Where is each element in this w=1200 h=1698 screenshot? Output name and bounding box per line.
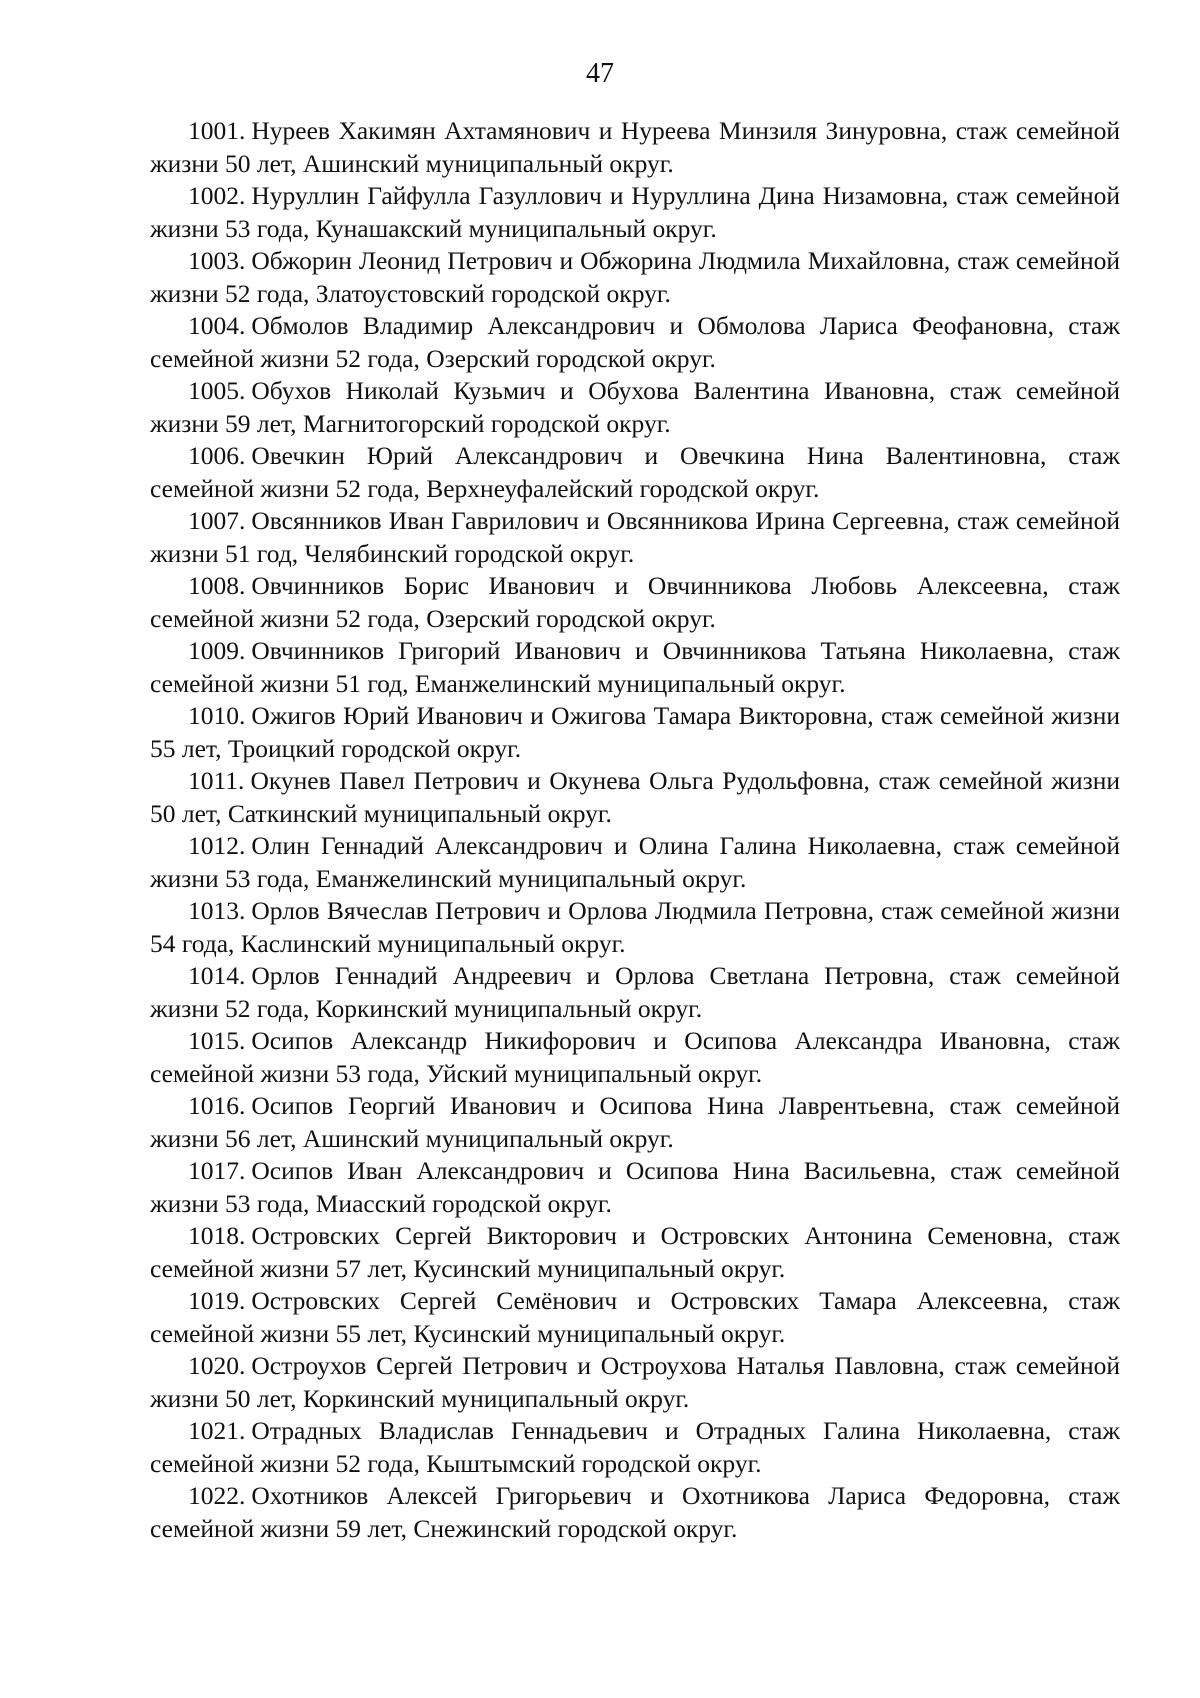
list-item	[150, 505, 1120, 570]
entry-text: Овечкин Юрий Александрович и Овечкина Нина Валентиновна, стаж семейной жизни 52 года, Верхнеуфалейский городской округ.	[150, 441, 1120, 503]
entry-number: 1005.	[188, 376, 246, 405]
list-item	[150, 765, 1120, 830]
list-item	[150, 1220, 1120, 1285]
entry-text: Осипов Александр Никифорович и Осипова Александра Ивановна, стаж семейной жизни 53 года, Уйский муниципальный округ.	[150, 1026, 1120, 1088]
entry-number: 1002.	[188, 181, 246, 210]
entry-number: 1022.	[188, 1481, 246, 1510]
entry-number: 1017.	[188, 1156, 246, 1185]
entry-text: Осипов Иван Александрович и Осипова Нина Васильевна, стаж семейной жизни 53 года, Миасский городской округ.	[150, 1156, 1120, 1218]
entry-number: 1011.	[188, 766, 245, 795]
entry-number: 1021.	[188, 1416, 246, 1445]
list-item	[150, 375, 1120, 440]
list-item	[150, 115, 1120, 180]
entry-text: Окунев Павел Петрович и Окунева Ольга Рудольфовна, стаж семейной жизни 50 лет, Саткинский муниципальный округ.	[150, 766, 1120, 828]
entry-text: Ожигов Юрий Иванович и Ожигова Тамара Викторовна, стаж семейной жизни 55 лет, Троицкий городской округ.	[150, 701, 1120, 763]
list-item	[150, 1415, 1120, 1480]
page-number: 47	[586, 58, 614, 89]
list-item	[150, 310, 1120, 375]
entry-number: 1004.	[188, 311, 246, 340]
entry-number: 1020.	[188, 1351, 246, 1380]
entry-number: 1018.	[188, 1221, 246, 1250]
entry-number: 1001.	[188, 116, 246, 145]
entry-text: Овчинников Борис Иванович и Овчинникова Любовь Алексеевна, стаж семейной жизни 52 года, Озерский городской округ.	[150, 571, 1120, 633]
entry-text: Обмолов Владимир Александрович и Обмолова Лариса Феофановна, стаж семейной жизни 52 года, Озерский городской округ.	[150, 311, 1120, 373]
list-item	[150, 960, 1120, 1025]
entry-text: Нуреев Хакимян Ахтамянович и Нуреева Минзиля Зинуровна, стаж семейной жизни 50 лет, Ашинский муниципальный округ.	[150, 116, 1120, 178]
entry-text: Осипов Георгий Иванович и Осипова Нина Лаврентьевна, стаж семейной жизни 56 лет, Ашинский муниципальный округ.	[150, 1091, 1120, 1153]
list-item	[150, 1090, 1120, 1155]
list-item	[150, 1155, 1120, 1220]
entry-number: 1012.	[188, 831, 246, 860]
entry-number: 1008.	[188, 571, 246, 600]
list-item	[150, 1480, 1120, 1545]
entry-text: Остроухов Сергей Петрович и Остроухова Наталья Павловна, стаж семейной жизни 50 лет, Коркинский муниципальный округ.	[150, 1351, 1120, 1413]
entry-number: 1019.	[188, 1286, 246, 1315]
list-item	[150, 635, 1120, 700]
entry-number: 1009.	[188, 636, 246, 665]
entry-text: Овсянников Иван Гаврилович и Овсянникова Ирина Сергеевна, стаж семейной жизни 51 год, Челябинский городской округ.	[150, 506, 1120, 568]
list-item	[150, 440, 1120, 505]
entry-text: Орлов Вячеслав Петрович и Орлова Людмила Петровна, стаж семейной жизни 54 года, Каслинский муниципальный округ.	[150, 896, 1120, 958]
entry-number: 1015.	[188, 1026, 246, 1055]
entry-text: Овчинников Григорий Иванович и Овчинникова Татьяна Николаевна, стаж семейной жизни 51 год, Еманжелинский муниципальный округ.	[150, 636, 1120, 698]
entry-text: Нуруллин Гайфулла Газуллович и Нуруллина Дина Низамовна, стаж семейной жизни 53 года, Кунашакский муниципальный округ.	[150, 181, 1120, 243]
list-item	[150, 1285, 1120, 1350]
list-item	[150, 1350, 1120, 1415]
entry-text: Обухов Николай Кузьмич и Обухова Валентина Ивановна, стаж семейной жизни 59 лет, Магнитогорский городской округ.	[150, 376, 1120, 438]
entry-number: 1006.	[188, 441, 246, 470]
entry-list	[150, 115, 1120, 1545]
list-item	[150, 1025, 1120, 1090]
list-item	[150, 180, 1120, 245]
entry-number: 1007.	[188, 506, 246, 535]
entry-number: 1014.	[188, 961, 246, 990]
list-item	[150, 570, 1120, 635]
list-item	[150, 830, 1120, 895]
entry-text: Островских Сергей Семёнович и Островских Тамара Алексеевна, стаж семейной жизни 55 лет, Кусинский муниципальный округ.	[150, 1286, 1120, 1348]
entry-number: 1003.	[188, 246, 246, 275]
entry-text: Отрадных Владислав Геннадьевич и Отрадных Галина Николаевна, стаж семейной жизни 52 года, Кыштымский городской округ.	[150, 1416, 1120, 1478]
entry-number: 1013.	[188, 896, 246, 925]
entry-number: 1010.	[188, 701, 246, 730]
entry-text: Олин Геннадий Александрович и Олина Галина Николаевна, стаж семейной жизни 53 года, Еманжелинский муниципальный округ.	[150, 831, 1120, 893]
entry-text: Обжорин Леонид Петрович и Обжорина Людмила Михайловна, стаж семейной жизни 52 года, Златоустовский городской округ.	[150, 246, 1120, 308]
entry-text: Охотников Алексей Григорьевич и Охотникова Лариса Федоровна, стаж семейной жизни 59 лет, Снежинский городской округ.	[150, 1481, 1120, 1543]
entry-number: 1016.	[188, 1091, 246, 1120]
list-item	[150, 700, 1120, 765]
list-item	[150, 245, 1120, 310]
entry-text: Орлов Геннадий Андреевич и Орлова Светлана Петровна, стаж семейной жизни 52 года, Коркинский муниципальный округ.	[150, 961, 1120, 1023]
list-item	[150, 895, 1120, 960]
entry-text: Островских Сергей Викторович и Островских Антонина Семеновна, стаж семейной жизни 57 лет, Кусинский муниципальный округ.	[150, 1221, 1120, 1283]
